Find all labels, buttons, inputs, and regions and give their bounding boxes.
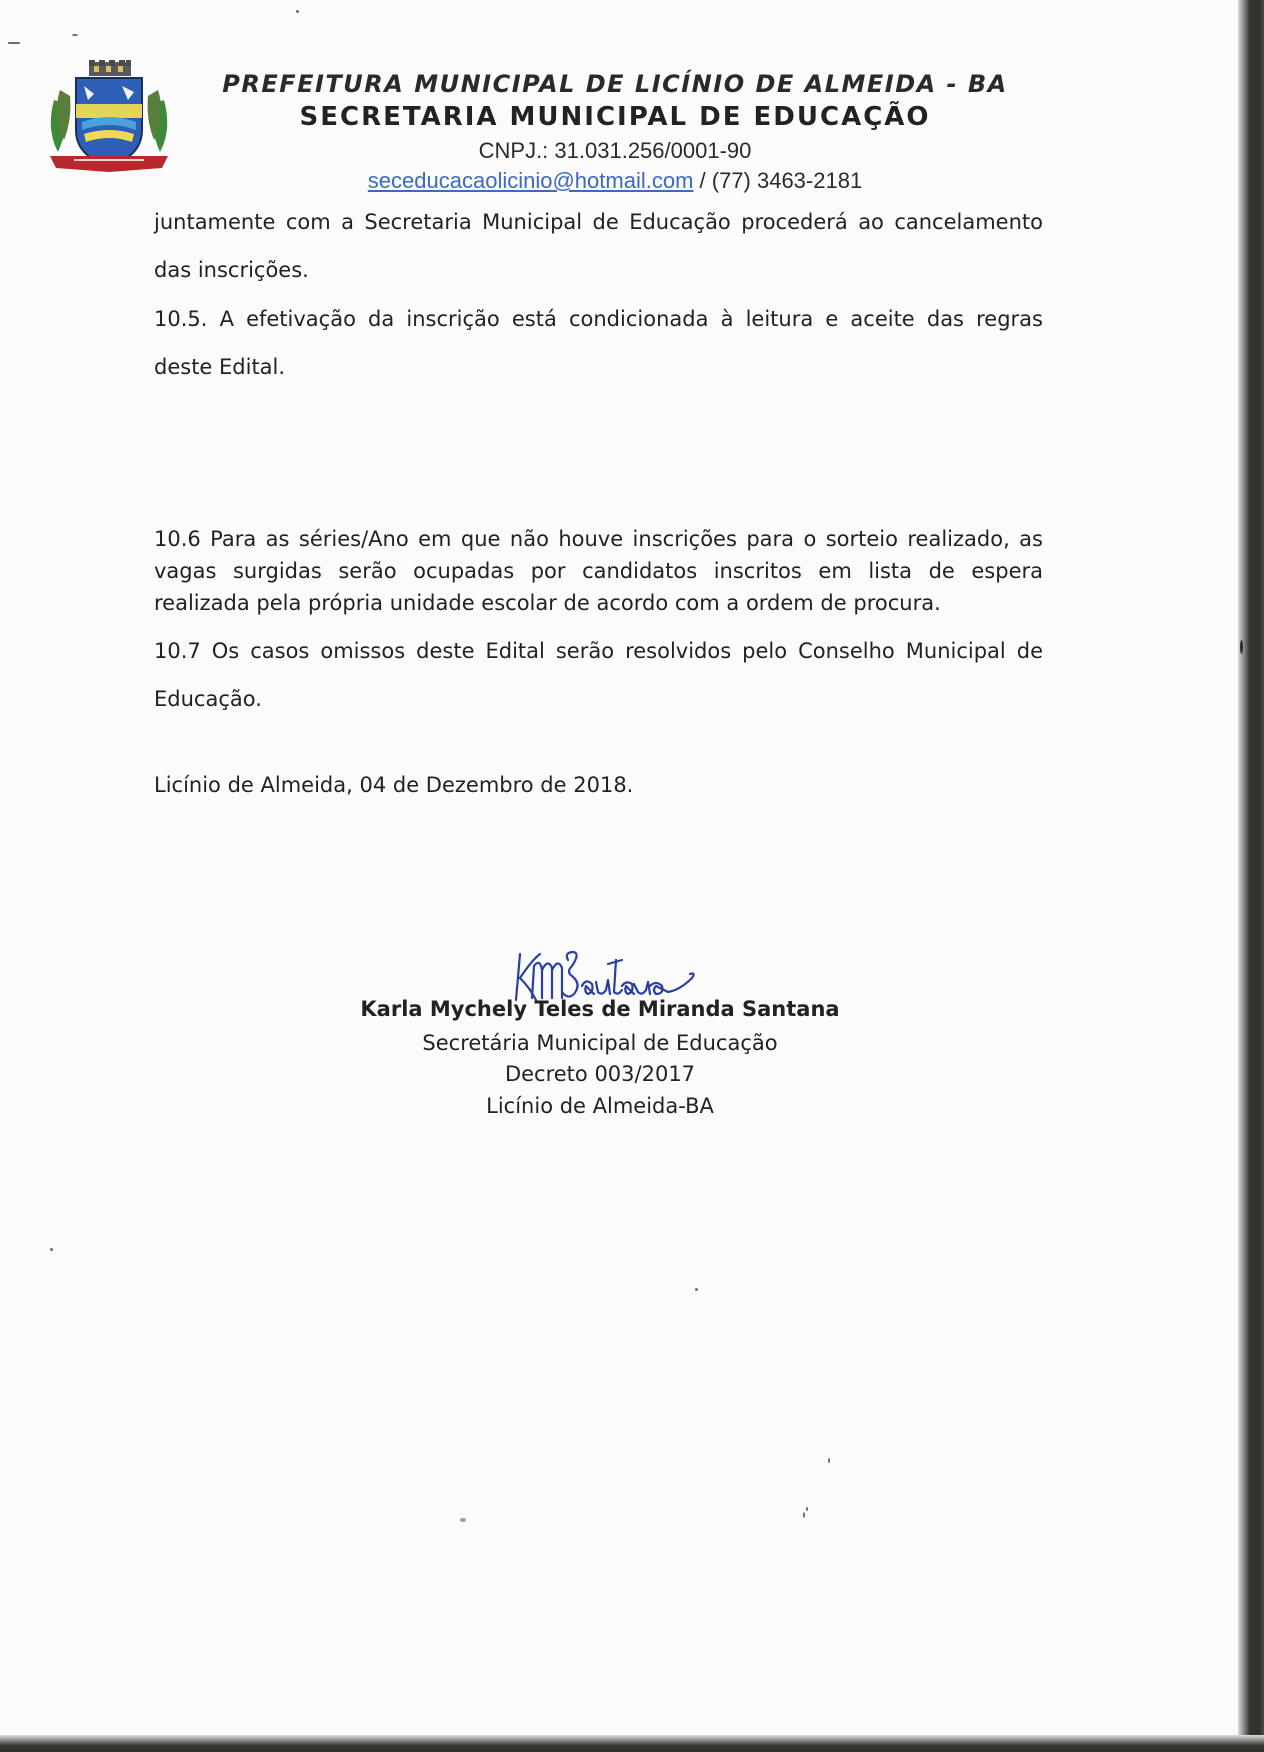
text-line: deste Edital. [154,355,286,379]
scan-speck [296,10,299,13]
text-line: vagas surgidas serão ocupadas por candidatos inscritos em lista de espera [154,559,1043,583]
scan-speck [8,42,20,44]
text-line: 10.5. A efetivação da inscrição está condicionada à leitura e aceite das regras [154,307,1043,331]
scan-speck [72,34,78,36]
phone-number: / (77) 3463-2181 [693,168,863,193]
text-line: 10.7 Os casos omissos deste Edital serão resolvidos pelo Conselho Municipal de [154,639,1043,663]
header-contact [150,168,1080,194]
scan-speck [803,1512,805,1518]
text-line: das inscrições. [154,258,309,282]
scan-speck [50,1248,53,1251]
signatory-name: Karla Mychely Teles de Miranda Santana [360,997,840,1021]
header-cnpj: CNPJ.: 31.031.256/0001-90 [478,138,752,163]
scan-right-edge [1238,0,1264,1752]
signatory-role: Secretária Municipal de Educação [422,1031,778,1055]
scan-speck [1240,640,1243,654]
paragraph-10-5 [154,295,1043,391]
header-title: PREFEITURA MUNICIPAL DE LICÍNIO DE ALMEIDA - BA [222,70,1008,98]
scan-speck [806,1507,808,1511]
header-subtitle: SECRETARIA MUNICIPAL DE EDUCAÇÃO [299,102,931,132]
text-line: Educação. [154,687,262,711]
signatory-location: Licínio de Almeida-BA [486,1094,714,1118]
place-date: Licínio de Almeida, 04 de Dezembro de 2018. [154,773,634,797]
scan-speck [828,1458,830,1463]
email-link[interactable]: seceducacaolicinio@hotmail.com [367,168,694,193]
scan-speck [695,1288,698,1291]
scan-speck [460,1518,466,1522]
signatory-decree: Decreto 003/2017 [504,1062,696,1086]
text-line: realizada pela própria unidade escolar de acordo com a ordem de procura. [154,591,941,615]
scan-bottom-edge [0,1735,1264,1752]
paragraph-10-7 [154,627,1043,723]
paragraph-10-6 [154,523,1043,619]
text-line: 10.6 Para as séries/Ano em que não houve inscrições para o sorteio realizado, as [154,527,1043,551]
text-line: juntamente com a Secretaria Municipal de Educação procederá ao cancelamento [154,210,1043,234]
paragraph-cancellation [154,198,1043,294]
